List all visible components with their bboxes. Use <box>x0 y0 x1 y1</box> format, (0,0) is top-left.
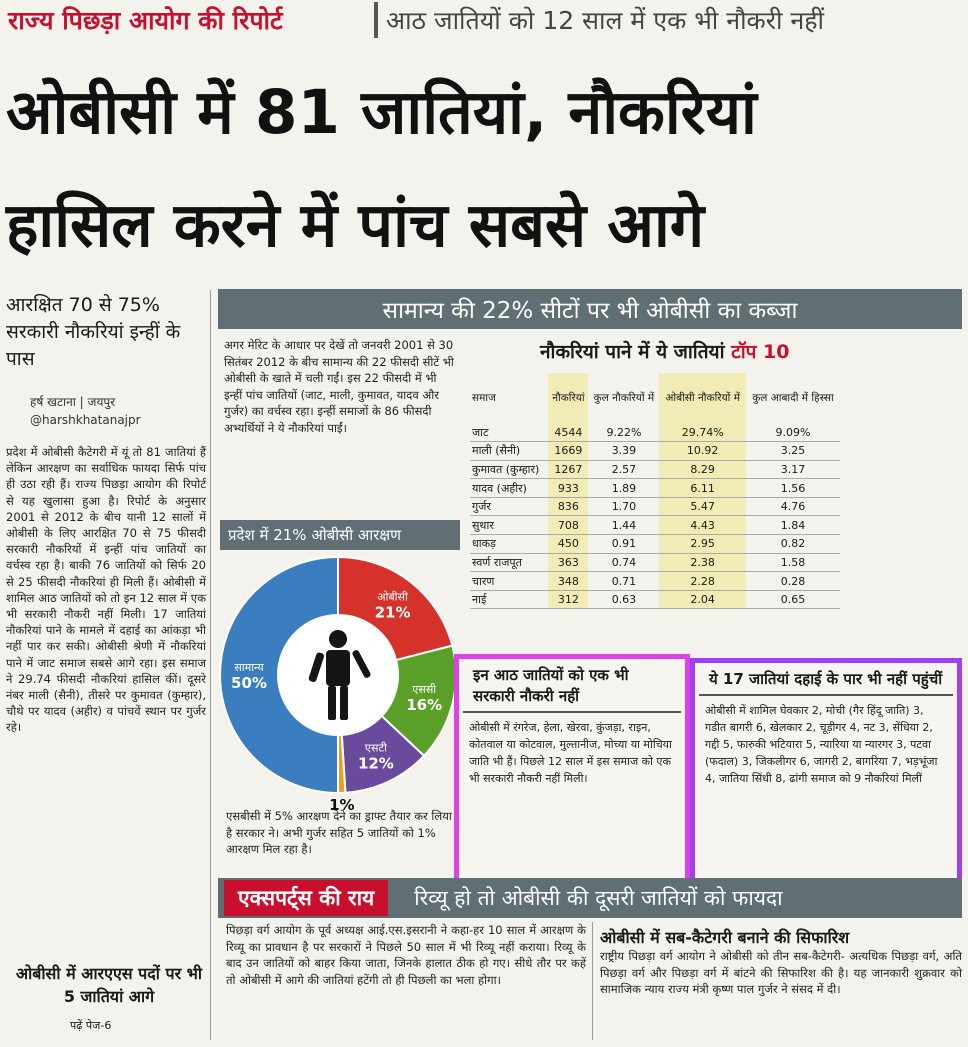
eight-castes-title: इन आठ जातियों को एक भी सरकारी नौकरी नहीं <box>463 659 681 713</box>
table-cell: 708 <box>548 516 588 535</box>
col-header-obc-share: ओबीसी नौकरियों में <box>659 373 745 423</box>
donut-value-label: 1% <box>329 795 355 814</box>
table-row <box>470 423 840 442</box>
table-cell: 0.91 <box>588 535 659 554</box>
table-title-text: नौकरियां पाने में ये जातियां <box>540 341 725 363</box>
merit-paragraph: अगर मेरिट के आधार पर देखें तो जनवरी 2001 से 30 सितंबर 2012 के बीच सामान्य की 22 फीसदी सीटें भी ओबीसी के खाते में चली गईं। इस 22 फीसदी में भी इन्हीं पांच जातियों (जाट, माली, कुमावत, यादव और गुर्जर) का वर्चस्व रहा। इन्हीं समाजों के 86 फीसदी अभ्यर्थियों ने ये नौकरियां पाईं। <box>224 338 454 435</box>
table-cell: 29.74% <box>659 423 745 442</box>
table-title-top10: टॉप 10 <box>731 341 790 363</box>
table-cell: 0.82 <box>746 535 840 554</box>
side-headline: आरक्षित 70 से 75% सरकारी नौकरियां इन्हीं के पास <box>6 294 181 370</box>
table-cell: 1267 <box>548 460 588 479</box>
table-cell: 4.76 <box>746 497 840 516</box>
recommendation-body: राष्ट्रीय पिछड़ा वर्ग आयोग ने ओबीसी को तीन सब-कैटेगरी- अत्यधिक पिछड़ा वर्ग, अति पिछड़ा वर्ग और पिछड़ा वर्ग में बांटने की सिफारिश की है। यह जानकारी शुक्रवार को सामाजिक न्याय राज्य मंत्री कृष्ण पाल गुर्जर ने संसद में दी। <box>600 949 962 997</box>
seventeen-castes-body: ओबीसी में शामिल घेवकार 2, मोची (गैर हिंदू जाति) 3, गडीत बागरी 6, खेलकार 2, चूड़ीगर 4, नट 3, सेंधिया 2, गद्दी 5, फारुकी भटियारा 5, न्यारिया या न्यारगर 3, पटवा (फदाल) 3, जिकलीगर 6, जागरी 2, बागरिया 7, भड़भूंजा 4, जातिया सिंधी 8, ढांगी समाज को 9 नौकरियां मिलीं <box>705 704 938 785</box>
table-cell: 2.38 <box>659 553 745 572</box>
donut-value-label: 16% <box>406 696 443 715</box>
table-cell: 4544 <box>548 423 588 442</box>
donut-value-label: 50% <box>231 674 267 692</box>
table-row <box>470 572 840 591</box>
table-cell: चारण <box>470 572 548 591</box>
table-row <box>470 460 840 479</box>
table-row <box>470 590 840 609</box>
page-reference: पढ़ें पेज-6 <box>70 1019 112 1032</box>
table-cell: 312 <box>548 590 588 609</box>
experts-banner <box>218 878 962 918</box>
table-cell: 6.11 <box>659 479 745 498</box>
table-cell: नाई <box>470 590 548 609</box>
headline-line-1: ओबीसी में 81 जातियां, नौकरियां <box>6 77 757 148</box>
table-cell: 2.04 <box>659 590 745 609</box>
table-cell: धाकड़ <box>470 535 548 554</box>
table-cell: 450 <box>548 535 588 554</box>
table-cell: 1.84 <box>746 516 840 535</box>
eight-castes-box <box>454 654 690 886</box>
experts-headline: रिव्यू हो तो ओबीसी की दूसरी जातियों को फायदा <box>414 886 783 910</box>
eight-castes-body: ओबीसी में रंगरेज, हेला, खेरवा, कुंजड़ा, राइन, कोतवाल या कोटवाल, मुल्तानीज, मोच्या या मोचिया जाति भी हैं। पिछले 12 साल में इस समाज को एक भी सरकारी नौकरी नहीं मिली। <box>469 721 672 785</box>
table-cell: 836 <box>548 497 588 516</box>
sbc-reservation-note: एसबीसी में 5% आरक्षण देने का ड्राफ्ट तैयार कर लिया है सरकार ने। अभी गुर्जर सहित 5 जातियों को 1% आरक्षण मिल रहा है। <box>226 809 452 856</box>
obc-reservation-banner: प्रदेश में 21% ओबीसी आरक्षण <box>220 520 460 550</box>
table-cell: 0.65 <box>746 590 840 609</box>
donut-value-label: 12% <box>357 754 394 773</box>
main-article-body: प्रदेश में ओबीसी कैटेगरी में यूं तो 81 जातियां हैं लेकिन आरक्षण का सर्वाधिक फायदा सिर्फ पांच ही उठा रही हैं। राज्य पिछड़ा आयोग की रिपोर्ट से यह खुलासा हुआ है। रिपोर्ट के अनुसार 2001 से 2012 के बीच यानी 12 सालों में ओबीसी के लिए आरक्षित 70 से 75 फीसदी सरकारी नौकरियों में इन्हीं पांच जातियों का वर्चस्व रहा है। बाकी 76 जातियों को सिर्फ 20 से 25 फीसदी नौकरियां ही मिली हैं। ओबीसी में शामिल आठ जातियों को तो इन 12 साल में एक भी सरकारी नौकरी नहीं मिली। 17 जातियां नौकरियां पाने के मामले में दहाई का आंकड़ा भी नहीं पार कर सकी। ओबीसी श्रेणी में नौकरियां पाने में जाट समाज सबसे आगे रहा। इस समाज ने 29.74 फीसदी नौकरियां हासिल कीं। दूसरे नंबर माली (सैनी), तीसरे पर कुमावत (कुम्हार), चौथे पर यादव (अहीर) व पांचवें स्थान पर गुर्जर रहे। <box>6 445 206 735</box>
donut-value-label: 21% <box>374 603 411 622</box>
table-row <box>470 442 840 461</box>
table-row <box>470 479 840 498</box>
table-header-row <box>470 373 840 423</box>
experts-tag: एक्सपर्ट्स की राय <box>224 880 388 916</box>
table-cell: 1.56 <box>746 479 840 498</box>
table-cell: 5.47 <box>659 497 745 516</box>
table-cell: 3.39 <box>588 442 659 461</box>
table-cell: 348 <box>548 572 588 591</box>
table-cell: 363 <box>548 553 588 572</box>
table-cell: कुमावत (कुम्हार) <box>470 460 548 479</box>
recommendation-headline: ओबीसी में सब-कैटेगरी बनाने की सिफारिश <box>600 928 850 947</box>
table-cell: 0.71 <box>588 572 659 591</box>
col-header-jobs: नौकरियां <box>548 373 588 423</box>
table-row <box>470 535 840 554</box>
table-cell: 0.28 <box>746 572 840 591</box>
table-cell: सुथार <box>470 516 548 535</box>
table-cell: 0.63 <box>588 590 659 609</box>
section-kicker: राज्य पिछड़ा आयोग की रिपोर्ट <box>0 0 374 40</box>
table-cell: 2.28 <box>659 572 745 591</box>
table-cell: 1.44 <box>588 516 659 535</box>
table-cell: 4.43 <box>659 516 745 535</box>
col-header-population-share: कुल आबादी में हिस्सा <box>752 392 834 404</box>
seventeen-castes-title: ये 17 जातियां दहाई के पार भी नहीं पहुंचीं <box>699 663 953 696</box>
general-seats-banner: सामान्य की 22% सीटों पर भी ओबीसी का कब्जा <box>218 289 962 329</box>
table-cell: 3.25 <box>746 442 840 461</box>
donut-category-label: ओबीसी <box>377 590 408 604</box>
col-header-total-share: कुल नौकरियों में <box>593 392 655 404</box>
table-cell: 3.17 <box>746 460 840 479</box>
table-cell: स्वर्ण राजपूत <box>470 553 548 572</box>
col-header-community: समाज <box>472 392 496 404</box>
bottom-divider <box>592 922 593 1040</box>
table-cell: 2.95 <box>659 535 745 554</box>
table-cell: गुर्जर <box>470 497 548 516</box>
table-cell: माली (सैनी) <box>470 442 548 461</box>
table-cell: 9.22% <box>588 423 659 442</box>
sub-kicker: आठ जातियों को 12 साल में एक भी नौकरी नहीं <box>386 6 825 35</box>
headline-line-2: हासिल करने में पांच सबसे आगे <box>6 190 705 261</box>
author-byline: हर्ष खटाना | जयपुर <box>30 395 116 409</box>
top10-table <box>470 373 840 609</box>
table-cell: यादव (अहीर) <box>470 479 548 498</box>
table-cell: 1.89 <box>588 479 659 498</box>
donut-category-label: सामान्य <box>234 661 264 674</box>
table-cell: 9.09% <box>746 423 840 442</box>
reservation-donut-chart <box>216 553 460 814</box>
seventeen-castes-box <box>690 658 962 886</box>
kicker-divider <box>374 2 378 38</box>
author-handle: @harshkhatanajpr <box>30 413 141 427</box>
table-cell: 933 <box>548 479 588 498</box>
table-cell: जाट <box>470 423 548 442</box>
table-cell: 2.57 <box>588 460 659 479</box>
table-cell: 0.74 <box>588 553 659 572</box>
table-cell: 1.70 <box>588 497 659 516</box>
column-divider <box>210 290 211 1040</box>
table-cell: 10.92 <box>659 442 745 461</box>
donut-category-label: एसटी <box>364 741 387 755</box>
table-row <box>470 516 840 535</box>
table-cell: 8.29 <box>659 460 745 479</box>
donut-category-label: एससी <box>412 683 437 697</box>
ras-headline: ओबीसी में आरएएस पदों पर भी 5 जातियां आगे <box>15 964 203 1006</box>
table-cell: 1669 <box>548 442 588 461</box>
experts-body: पिछड़ा वर्ग आयोग के पूर्व अध्यक्ष आई.एस.इसरानी ने कहा-हर 10 साल में आरक्षण के रिव्यू का प्रावधान है पर सरकारों ने पिछले 50 साल में भी रिव्यू नहीं कराया। रिव्यू के बाद उन जातियों को बाहर किया जाता, जिनके हालात ठीक हो गए। सीधे तौर पर कहें तो ओबीसी में आगे की जातियां हटेंगी तो ही पिछली का भला होगा। <box>226 923 586 987</box>
table-row <box>470 553 840 572</box>
table-cell: 1.58 <box>746 553 840 572</box>
top10-table-title <box>540 338 790 364</box>
table-row <box>470 497 840 516</box>
